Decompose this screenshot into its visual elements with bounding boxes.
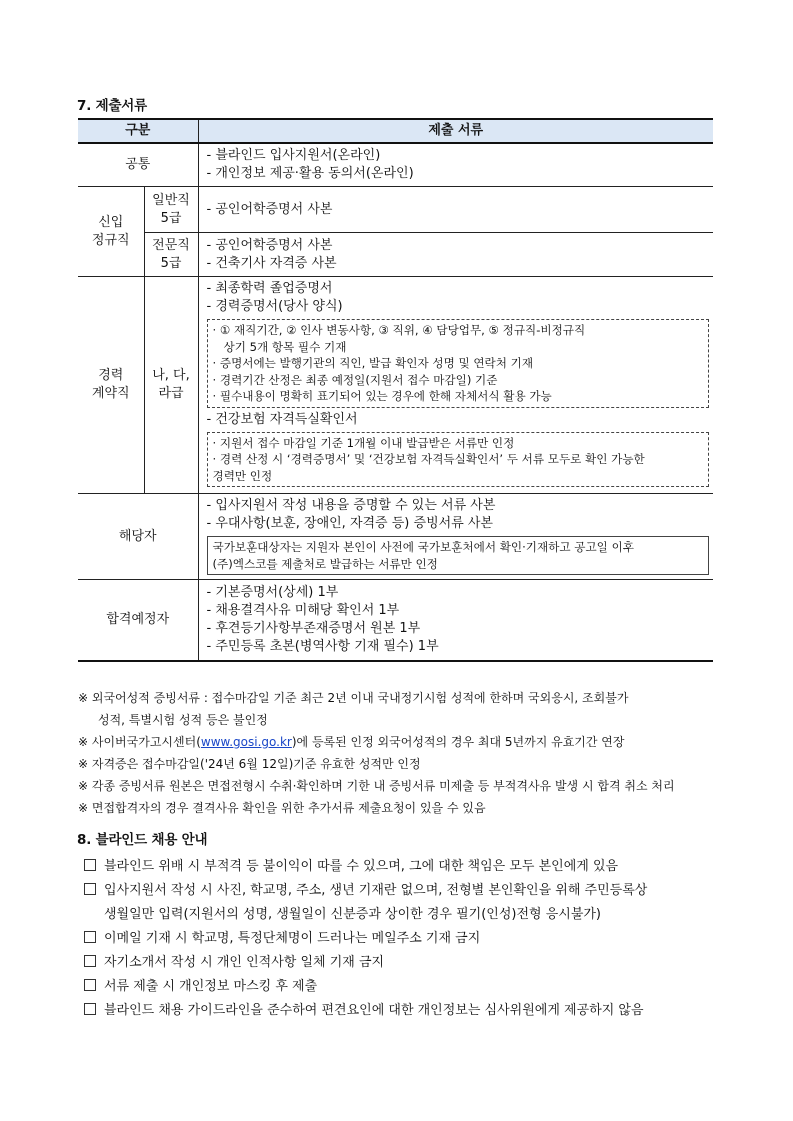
note-line: · 필수내용이 명확히 표기되어 있는 경우에 한해 자체서식 활용 가능	[212, 389, 552, 403]
submission-documents-table	[78, 118, 713, 662]
doc-item: - 건축기사 자격증 사본	[206, 255, 337, 271]
note-line: · 경력 산정 시 ‘경력증명서’ 및 ‘건강보험 자격득실확인서’ 두 서류 모두로 확인 가능한	[212, 452, 645, 466]
note-line: 경력만 인정	[212, 468, 273, 483]
note-line: · 증명서에는 발행기관의 직인, 발급 확인자 성명 및 연락처 기재	[212, 356, 534, 370]
doc-item: - 개인정보 제공·활용 동의서(온라인)	[206, 166, 414, 181]
note-text: ※ 사이버국가고시센터(	[78, 735, 201, 749]
note-item	[78, 731, 728, 753]
doc-item: - 주민등록 초본(병역사항 기재 필수) 1부	[206, 639, 439, 654]
checkbox-square-icon	[84, 1003, 96, 1015]
doc-item: - 채용결격사유 미해당 확인서 1부	[206, 603, 400, 618]
list-item-text: 입사지원서 작성 시 사진, 학교명, 주소, 생년 기재란 없으며, 전형별 본인확인을 위해 주민등록상	[104, 883, 648, 898]
list-item	[84, 855, 734, 879]
row-sublabel-grade	[144, 277, 198, 494]
row-label-applicable: 해당자	[78, 494, 198, 580]
note-item: ※ 각종 증빙서류 원본은 면접전형시 수취·확인하며 기한 내 증빙서류 미제출 등 부적격사유 발생 시 합격 취소 처리	[78, 779, 675, 793]
checkbox-square-icon	[84, 979, 96, 991]
row-docs-applicable	[198, 494, 713, 580]
row-label-new-regular	[78, 187, 144, 277]
section-7-title: 7. 제출서류	[77, 98, 147, 114]
doc-item: - 공인어학증명서 사본	[206, 237, 333, 253]
row-label-common: 공통	[78, 143, 198, 187]
row-label-experienced	[78, 277, 144, 494]
list-item-text: 자기소개서 작성 시 개인 인적사항 일체 기재 금지	[104, 955, 385, 970]
list-item-text: 서류 제출 시 개인정보 마스킹 후 제출	[104, 979, 318, 994]
label-line: 정규직	[91, 232, 130, 248]
label-line: 5급	[160, 255, 182, 271]
checkbox-square-icon	[84, 859, 96, 871]
list-item	[84, 879, 734, 903]
list-item	[84, 951, 734, 975]
list-item	[84, 975, 734, 999]
note-line: · 경력기간 산정은 최종 예정일(지원서 접수 마감일) 기준	[212, 372, 498, 387]
label-line: 라급	[158, 386, 184, 401]
label-line: 일반직	[152, 192, 190, 208]
doc-item: - 입사지원서 작성 내용을 증명할 수 있는 서류 사본	[206, 498, 496, 513]
gosi-link[interactable]: www.gosi.go.kr	[200, 735, 292, 749]
table-row-experienced	[78, 277, 713, 494]
list-item-text: 블라인드 채용 가이드라인을 준수하여 편견요인에 대한 개인정보는 심사위원에게 제공하지 않음	[104, 1003, 644, 1018]
row-docs-specialist	[198, 233, 713, 277]
table-header-row	[78, 119, 713, 143]
list-item	[84, 999, 734, 1023]
note-item: ※ 외국어성적 증빙서류 : 접수마감일 기준 최근 2년 이내 국내정기시험 성적에 한하며 국외응시, 조회불가	[78, 691, 629, 705]
row-docs-common	[198, 143, 713, 187]
checkbox-square-icon	[84, 955, 96, 967]
list-item-continued: 생월일만 입력(지원서의 성명, 생월일이 신분증과 상이한 경우 필기(인성)전형 응시불가)	[104, 907, 602, 922]
checkbox-square-icon	[84, 883, 96, 895]
row-docs-experienced	[198, 277, 713, 494]
list-item	[84, 927, 734, 951]
table-row-applicable	[78, 494, 713, 580]
row-docs-general	[198, 187, 713, 233]
doc-item: - 최종학력 졸업증명서	[206, 281, 333, 296]
table-row-common	[78, 143, 713, 187]
note-line: · ① 재직기간, ② 인사 변동사항, ③ 직위, ④ 담당업무, ⑤ 정규직-비정규직	[212, 323, 586, 337]
career-certificate-note-box	[207, 319, 710, 408]
doc-item: - 공인어학증명서 사본	[206, 201, 333, 217]
note-text: )에 등록된 인정 외국어성적의 경우 최대 5년까지 유효기간 연장	[291, 735, 625, 749]
label-line: 신입	[98, 214, 124, 230]
label-line: 나, 다,	[152, 368, 190, 383]
doc-item: - 후견등기사항부존재증명서 원본 1부	[206, 621, 421, 636]
header-category: 구분	[78, 119, 198, 143]
row-sublabel-general	[144, 187, 198, 233]
note-line: · 지원서 접수 마감일 기준 1개월 이내 발급받은 서류만 인정	[212, 435, 515, 450]
row-docs-finalist	[198, 580, 713, 662]
doc-item: - 경력증명서(당사 양식)	[206, 299, 343, 314]
list-item-text: 블라인드 위배 시 부적격 등 불이익이 따를 수 있으며, 그에 대한 책임은 모두 본인에게 있음	[104, 859, 619, 874]
label-line: 경력	[98, 368, 124, 383]
doc-item: - 블라인드 입사지원서(온라인)	[206, 148, 381, 163]
label-line: 계약직	[91, 386, 130, 401]
row-sublabel-specialist	[144, 233, 198, 277]
note-line: 상기 5개 항목 필수 기재	[223, 339, 347, 354]
doc-item: - 기본증명서(상세) 1부	[206, 585, 339, 600]
note-item: ※ 자격증은 접수마감일('24년 6월 12일)기준 유효한 성적만 인정	[78, 757, 421, 771]
doc-item: - 건강보험 자격득실확인서	[206, 411, 358, 427]
note-item: ※ 면접합격자의 경우 결격사유 확인을 위한 추가서류 제출요청이 있을 수 있음	[78, 801, 486, 815]
note-line: 국가보훈대상자는 지원자 본인이 사전에 국가보훈처에서 확인·기재하고 공고일 이후	[212, 540, 634, 554]
doc-item: - 우대사항(보훈, 장애인, 자격증 등) 증빙서류 사본	[206, 516, 493, 531]
label-line: 5급	[160, 210, 182, 226]
note-line: (주)엑스코를 제출처로 발급하는 서류만 인정	[212, 556, 438, 571]
notes-list	[78, 687, 728, 819]
label-line: 전문직	[152, 237, 190, 253]
note-item-continued: 성적, 특별시험 성적 등은 불인정	[98, 713, 268, 727]
table-row-finalist	[78, 580, 713, 662]
table-row-new-specialist	[78, 233, 713, 277]
checkbox-square-icon	[84, 931, 96, 943]
section-8-title: 8. 블라인드 채용 안내	[77, 832, 208, 848]
veterans-note-box	[207, 536, 710, 575]
health-insurance-note-box	[207, 432, 710, 488]
row-label-finalist: 합격예정자	[78, 580, 198, 662]
list-item-text: 이메일 기재 시 학교명, 특정단체명이 드러나는 메일주소 기재 금지	[104, 931, 481, 946]
header-documents: 제출 서류	[198, 119, 713, 143]
table-row-new-general	[78, 187, 713, 233]
blind-hiring-list	[84, 855, 734, 1023]
